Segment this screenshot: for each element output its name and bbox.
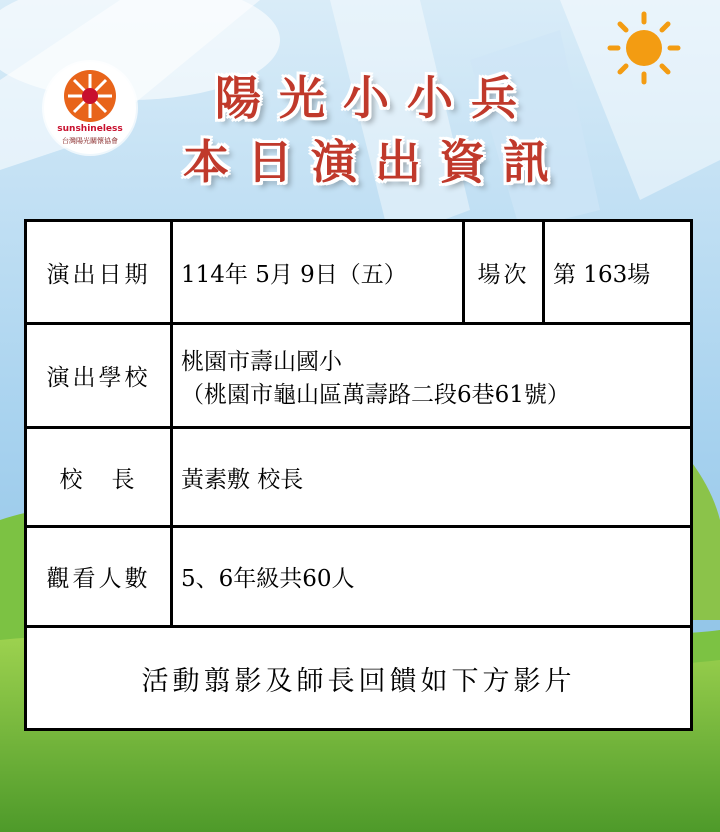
principal-value: 黃素敷 校長: [172, 428, 692, 527]
title-line-2: 本日演出資訊: [183, 135, 567, 189]
school-value: [172, 324, 692, 428]
table-row: [26, 324, 692, 428]
school-name: 桃園市壽山國小: [181, 348, 342, 375]
table-row: [26, 627, 692, 730]
logo-name: sunshineless: [57, 124, 123, 134]
audience-label: 觀看人數: [26, 527, 172, 627]
session-label: 場次: [464, 221, 544, 324]
logo-subtitle: 台灣陽光關懷協會: [62, 137, 118, 145]
date-label: 演出日期: [26, 221, 172, 324]
footer-note: 活動翦影及師長回饋如下方影片: [26, 627, 692, 730]
organization-logo: [44, 62, 136, 154]
audience-value: 5、6年級共60人: [172, 527, 692, 627]
sun-icon: [610, 14, 678, 82]
table-row: [26, 428, 692, 527]
session-value: 第 163場: [544, 221, 692, 324]
title-line-1: 陽光小小兵: [215, 71, 535, 125]
school-label: 演出學校: [26, 324, 172, 428]
school-address: （桃園市龜山區萬壽路二段6巷61號）: [181, 381, 570, 408]
performance-info-table: [24, 219, 693, 731]
principal-label: 校 長: [26, 428, 172, 527]
table-row: [26, 221, 692, 324]
date-value: 114年 5月 9日（五）: [172, 221, 464, 324]
table-row: [26, 527, 692, 627]
